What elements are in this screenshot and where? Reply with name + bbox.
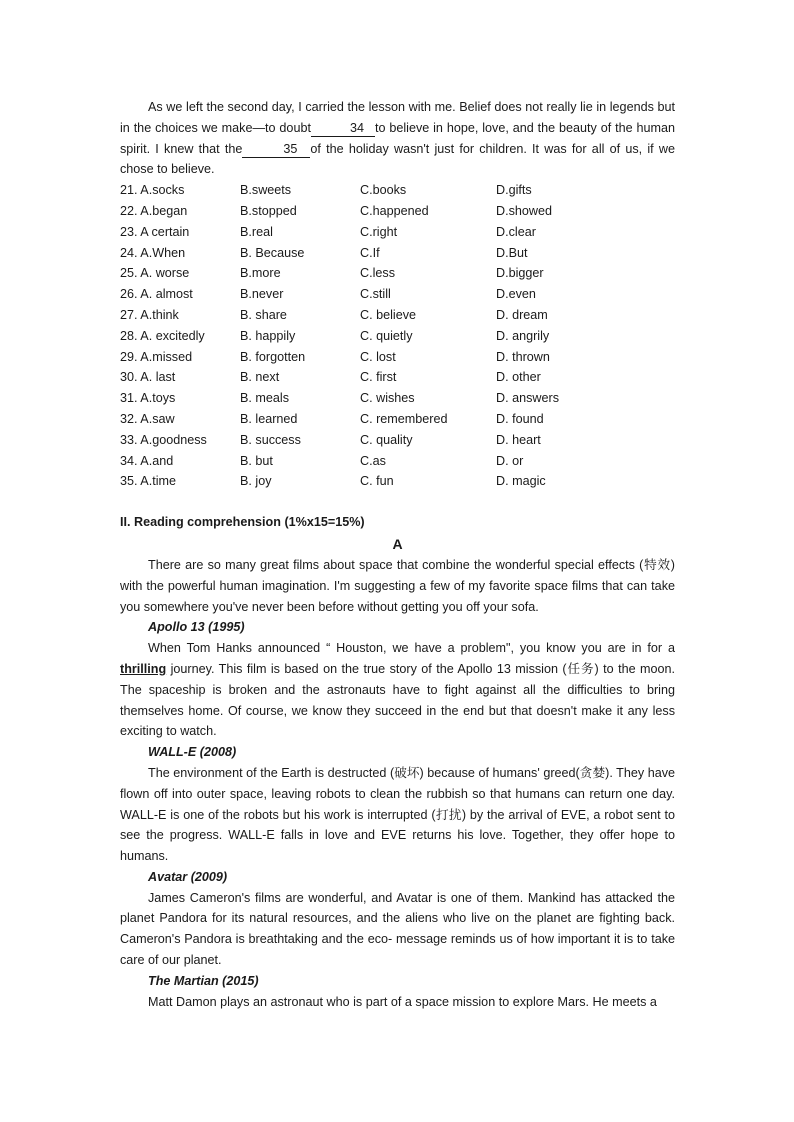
film-paragraph-apollo: When Tom Hanks announced “ Houston, we have a problem", you know you are in for a thrilling journey. This film is based on the true story of the Apollo 13 mission (任务) to the moon. The spaceship is broken and the astronauts have to fight against all the difficulties to bring themselves home. Of course, we know they succeed in the end but that doesn't make it any less exciting to watch.	[120, 641, 676, 739]
film-title-apollo: Apollo 13 (1995)	[148, 620, 245, 635]
option-c: C.less	[360, 266, 395, 281]
blank-34: 34	[311, 121, 375, 137]
option-d: D.clear	[496, 224, 536, 239]
section-title: II. Reading comprehension (1%x15=15%)	[120, 515, 365, 530]
option-a: 23. A certain	[120, 224, 190, 239]
option-b: B. forgotten	[240, 349, 306, 364]
passage-text: to believe in hope, love, and the beauty of the human spirit. I knew that the	[120, 120, 675, 156]
option-d: D.bigger	[496, 266, 544, 281]
option-d: D.gifts	[496, 183, 532, 198]
passage-letter: A	[392, 535, 403, 552]
option-c: C.right	[360, 224, 398, 239]
option-row	[120, 222, 675, 243]
option-c: C.happened	[360, 203, 429, 218]
option-c: C. remembered	[360, 411, 448, 426]
option-b: B.more	[240, 266, 281, 281]
option-c: C. lost	[360, 349, 396, 364]
option-row	[120, 451, 675, 472]
option-d: D. heart	[496, 432, 541, 447]
intro-paragraph: There are so many great films about space that combine the wonderful special effects (特效) with the powerful human imagination. I'm suggesting a few of my favorite space films that can take you somewhere you've never been before without getting you off your sofa.	[120, 556, 675, 614]
passage-text: of the holiday wasn't just for children. It was for all of us, if we chose to believe.	[120, 141, 675, 177]
option-c: C. fun	[360, 474, 394, 489]
option-b: B. meals	[240, 391, 289, 406]
option-b: B.sweets	[240, 183, 292, 198]
option-b: B.stopped	[240, 203, 297, 218]
option-row	[120, 409, 675, 430]
option-d: D.But	[496, 245, 528, 260]
option-d: D. dream	[496, 307, 548, 322]
option-row	[120, 326, 675, 347]
option-d: D.even	[496, 287, 536, 302]
option-c: C.If	[360, 245, 380, 260]
option-a: 21. A.socks	[120, 183, 185, 198]
film-paragraph-martian: Matt Damon plays an astronaut who is part of a space mission to explore Mars. He meets a	[148, 994, 657, 1009]
option-c: C. quietly	[360, 328, 413, 343]
option-b: B.real	[240, 224, 273, 239]
option-a: 25. A. worse	[120, 266, 190, 281]
option-a: 27. A.think	[120, 307, 179, 322]
option-row	[120, 284, 675, 305]
underlined-word: thrilling	[120, 661, 167, 676]
options-list	[120, 180, 675, 492]
option-d: D. magic	[496, 474, 546, 489]
option-row	[120, 347, 675, 368]
option-d: D. thrown	[496, 349, 550, 364]
option-b: B. happily	[240, 328, 296, 343]
option-a: 29. A.missed	[120, 349, 193, 364]
film-paragraph-walle: The environment of the Earth is destructed (破坏) because of humans' greed(贪婪). They have flown off into outer space, leaving robots to clean the rubbish so that humans can return one day. WALL-E is one of the robots but his work is interrupted (打扰) by the arrival of EVE, a robot sent to see the progress. WALL-E falls in love and EVE returns his love. Together, they offer hope to humans.	[120, 764, 676, 864]
option-row	[120, 388, 675, 409]
option-a: 31. A.toys	[120, 391, 176, 406]
option-b: B. next	[240, 370, 280, 385]
option-d: D. other	[496, 370, 541, 385]
passage-ending	[120, 97, 675, 180]
option-a: 33. A.goodness	[120, 432, 207, 447]
option-d: D. angrily	[496, 328, 550, 343]
film-title-martian: The Martian (2015)	[148, 973, 259, 988]
option-a: 32. A.saw	[120, 411, 175, 426]
option-c: C.still	[360, 287, 391, 302]
option-d: D. answers	[496, 391, 559, 406]
option-a: 26. A. almost	[120, 287, 193, 302]
option-b: B. share	[240, 307, 287, 322]
option-row	[120, 180, 675, 201]
option-b: B. learned	[240, 411, 298, 426]
option-a: 34. A.and	[120, 453, 174, 468]
film-paragraph-avatar: James Cameron's films are wonderful, and Avatar is one of them. Mankind has attacked the planet Pandora for its natural resources, and the aliens who live on the planet are fighting back. Cameron's Pandora is breathtaking and the eco- message reminds us of how important it is to take care of our planet.	[120, 890, 675, 968]
option-a: 28. A. excitedly	[120, 328, 205, 343]
blank-35: 35	[242, 142, 310, 158]
option-d: D. found	[496, 411, 544, 426]
option-c: C. wishes	[360, 391, 415, 406]
option-row	[120, 263, 675, 284]
option-d: D. or	[496, 453, 524, 468]
film-title-avatar: Avatar (2009)	[148, 869, 228, 884]
option-c: C. believe	[360, 307, 417, 322]
option-a: 22. A.began	[120, 203, 188, 218]
option-d: D.showed	[496, 203, 553, 218]
option-row	[120, 367, 675, 388]
option-a: 24. A.When	[120, 245, 186, 260]
document-page	[120, 97, 675, 1012]
option-row	[120, 243, 675, 264]
film-title-walle: WALL-E (2008)	[148, 745, 237, 760]
option-row	[120, 305, 675, 326]
option-c: C.books	[360, 183, 407, 198]
option-b: B.never	[240, 287, 284, 302]
option-a: 30. A. last	[120, 370, 176, 385]
option-b: B. Because	[240, 245, 305, 260]
option-c: C.as	[360, 453, 386, 468]
option-c: C. quality	[360, 432, 413, 447]
option-c: C. first	[360, 370, 397, 385]
option-row	[120, 430, 675, 451]
option-b: B. success	[240, 432, 301, 447]
option-row	[120, 471, 675, 492]
option-b: B. but	[240, 453, 273, 468]
option-row	[120, 201, 675, 222]
option-a: 35. A.time	[120, 474, 177, 489]
passage-text: As we left the second day, I carried the lesson with me. Belief does not really lie in legends but in the choices we make—to doubt	[120, 100, 675, 135]
option-b: B. joy	[240, 474, 272, 489]
